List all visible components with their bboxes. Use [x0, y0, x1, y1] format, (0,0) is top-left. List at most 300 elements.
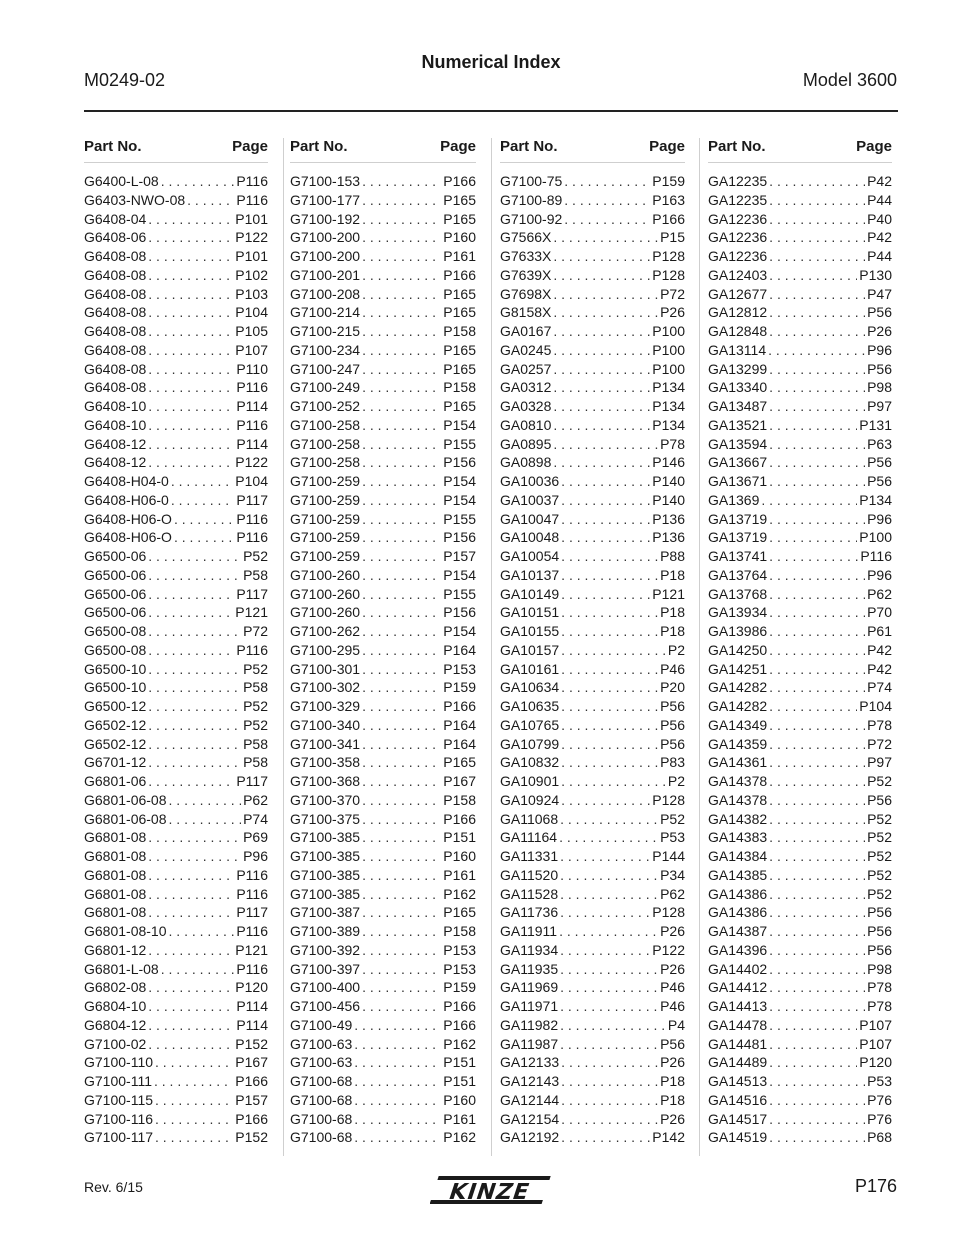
part-number: G7100-75 — [500, 173, 563, 189]
dot-leader — [362, 398, 441, 414]
dot-leader — [769, 379, 865, 395]
part-number: G6801-08 — [84, 848, 147, 864]
dot-leader — [561, 736, 658, 752]
page-reference: P165 — [443, 304, 476, 321]
index-entry — [290, 604, 476, 623]
dot-leader — [362, 829, 441, 845]
index-entry — [290, 229, 476, 248]
dot-leader — [362, 473, 441, 489]
dot-leader — [148, 248, 233, 264]
page-reference: P166 — [443, 1016, 476, 1033]
page-reference: P165 — [443, 904, 476, 921]
page-reference: P56 — [867, 454, 892, 471]
part-number: G6408-08 — [84, 379, 147, 396]
part-number: GA11911 — [500, 923, 558, 939]
index-entry — [500, 229, 685, 248]
dot-leader — [769, 229, 865, 245]
dot-leader — [564, 173, 650, 189]
part-number: GA10832 — [500, 754, 560, 771]
index-entry — [500, 211, 685, 230]
page-reference: P101 — [235, 210, 268, 227]
dot-leader — [769, 979, 865, 995]
dot-leader — [148, 661, 241, 677]
page-reference: P26 — [660, 923, 685, 939]
page-reference: P154 — [443, 416, 476, 433]
index-entry — [84, 998, 268, 1017]
page-reference: P167 — [443, 773, 476, 789]
part-number: GA13671 — [708, 473, 768, 489]
dot-leader — [148, 848, 241, 864]
page-reference: P153 — [443, 941, 476, 958]
part-number: G7100-259 — [290, 548, 361, 564]
index-entry — [708, 604, 892, 623]
part-number: G7100-385 — [290, 829, 361, 846]
page-reference: P98 — [867, 379, 892, 396]
index-entry — [290, 754, 476, 773]
index-entry — [500, 492, 685, 511]
page-reference: P52 — [243, 660, 268, 677]
part-number: G7100-252 — [290, 398, 361, 414]
dot-leader — [148, 267, 233, 283]
page-reference: P56 — [867, 923, 892, 939]
part-number: GA14387 — [708, 923, 768, 939]
part-number: GA0328 — [500, 398, 552, 414]
part-number: G6408-08 — [84, 360, 147, 377]
index-entry — [708, 923, 892, 942]
dot-leader — [553, 379, 650, 395]
part-number: G7100-259 — [290, 510, 361, 527]
index-entry — [500, 417, 685, 436]
dot-leader — [769, 1073, 865, 1089]
dot-leader — [769, 323, 865, 339]
dot-leader — [362, 586, 441, 602]
page-reference: P72 — [243, 623, 268, 639]
page-reference: P53 — [660, 829, 685, 846]
dot-leader — [769, 604, 865, 620]
column-divider — [699, 138, 700, 1156]
page-reference: P104 — [235, 304, 268, 321]
index-entry — [708, 379, 892, 398]
dot-leader — [161, 961, 235, 977]
part-number: G6500-08 — [84, 641, 147, 658]
part-number: G6408-08 — [84, 304, 147, 321]
model-label: Model 3600 — [802, 70, 897, 90]
part-number: G7100-389 — [290, 923, 361, 939]
page-reference: P56 — [660, 735, 685, 752]
index-entry — [708, 698, 892, 717]
part-number: GA13719 — [708, 510, 768, 527]
index-entry — [500, 454, 685, 473]
column-divider — [491, 138, 492, 1156]
dot-leader — [148, 642, 234, 658]
index-entry — [290, 1054, 476, 1073]
page-reference: P121 — [652, 585, 685, 602]
page-reference: P44 — [867, 248, 892, 264]
page-header: Page — [856, 138, 892, 155]
index-entry — [500, 829, 685, 848]
part-number: G7100-397 — [290, 960, 361, 977]
index-entry — [290, 961, 476, 980]
index-entry — [290, 1036, 476, 1055]
page-reference: P117 — [236, 773, 268, 789]
index-entry — [708, 904, 892, 923]
page-reference: P164 — [443, 735, 476, 752]
page-reference: P165 — [443, 210, 476, 227]
part-number: GA12236 — [708, 210, 768, 227]
dot-leader — [769, 1092, 865, 1108]
index-entry — [84, 1073, 268, 1092]
page-reference: P76 — [867, 1091, 892, 1108]
part-number: GA0312 — [500, 379, 552, 396]
dot-leader — [171, 492, 235, 508]
page-reference: P96 — [867, 566, 892, 583]
dot-leader — [561, 604, 658, 620]
dot-leader — [560, 848, 650, 864]
dot-leader — [354, 1054, 441, 1070]
index-entry — [708, 342, 892, 361]
dot-leader — [148, 942, 233, 958]
dot-leader — [155, 1092, 233, 1108]
dot-leader — [354, 1036, 441, 1052]
index-entry — [708, 717, 892, 736]
part-number: GA11934 — [500, 941, 559, 958]
index-entry — [84, 567, 268, 586]
index-entry — [500, 679, 685, 698]
dot-leader — [561, 773, 666, 789]
index-entry — [290, 736, 476, 755]
dot-leader — [561, 473, 650, 489]
dot-leader — [148, 342, 233, 358]
part-number: G6408-H06-O — [84, 510, 172, 527]
index-entry — [290, 679, 476, 698]
dot-leader — [187, 192, 234, 208]
part-number: GA10036 — [500, 473, 560, 489]
dot-leader — [561, 1092, 658, 1108]
index-entry — [708, 623, 892, 642]
page-reference: P140 — [652, 491, 685, 508]
dot-leader — [561, 679, 658, 695]
page-reference: P98 — [867, 960, 892, 977]
index-entry — [84, 811, 268, 830]
index-entry — [500, 886, 685, 905]
index-entry — [708, 548, 892, 567]
page-reference: P146 — [652, 454, 685, 471]
index-entry — [84, 323, 268, 342]
dot-leader — [362, 511, 441, 527]
page-reference: P116 — [860, 548, 892, 564]
dot-leader — [362, 267, 441, 283]
dot-leader — [769, 848, 865, 864]
part-number: GA13986 — [708, 623, 768, 639]
page-reference: P18 — [660, 566, 685, 583]
part-number: G7100-295 — [290, 641, 361, 658]
part-number: GA13340 — [708, 379, 768, 396]
page-reference: P52 — [867, 848, 892, 864]
page-reference: P104 — [235, 473, 268, 489]
page-reference: P40 — [867, 210, 892, 227]
part-number: GA14382 — [708, 810, 768, 827]
index-entry — [500, 1111, 685, 1130]
dot-leader — [561, 698, 658, 714]
page-reference: P116 — [236, 866, 268, 883]
index-entry — [84, 904, 268, 923]
index-entry — [84, 979, 268, 998]
part-number: G7100-214 — [290, 304, 361, 321]
index-entry — [500, 567, 685, 586]
page-reference: P20 — [660, 679, 685, 696]
dot-leader — [769, 361, 865, 377]
page-reference: P18 — [660, 604, 685, 621]
index-entry — [290, 248, 476, 267]
index-entry — [290, 304, 476, 323]
index-entry — [708, 492, 892, 511]
part-number: GA11528 — [500, 885, 559, 902]
part-number: G7100-302 — [290, 679, 361, 696]
index-entry — [290, 567, 476, 586]
index-column-1 — [84, 136, 268, 1148]
index-entry — [84, 173, 268, 192]
page-reference: P144 — [652, 848, 685, 864]
revision-label: Rev. 6/15 — [84, 1179, 143, 1195]
index-rows — [84, 173, 268, 1148]
page-reference: P26 — [660, 304, 685, 321]
part-number: GA14282 — [708, 679, 768, 696]
page-reference: P68 — [867, 1129, 892, 1146]
page-reference: P158 — [443, 379, 476, 396]
part-number: GA11969 — [500, 979, 559, 996]
part-number: GA13719 — [708, 529, 768, 546]
page-reference: P128 — [652, 248, 685, 264]
index-entry — [84, 548, 268, 567]
dot-leader — [148, 867, 234, 883]
dot-leader — [148, 698, 241, 714]
page-reference: P74 — [243, 810, 268, 827]
page-reference: P121 — [235, 941, 268, 958]
part-number: GA14282 — [708, 698, 768, 714]
index-entry — [290, 529, 476, 548]
page-reference: P52 — [243, 548, 268, 564]
dot-leader — [561, 511, 650, 527]
part-number: G6408-08 — [84, 266, 147, 283]
part-number: G6500-12 — [84, 698, 147, 714]
dot-leader — [174, 511, 234, 527]
dot-leader — [362, 717, 441, 733]
part-number: GA14396 — [708, 941, 768, 958]
page-reference: P58 — [243, 754, 268, 771]
dot-leader — [148, 548, 241, 564]
dot-leader — [561, 1054, 658, 1070]
page-reference: P56 — [867, 304, 892, 321]
index-entry — [84, 829, 268, 848]
index-entry — [500, 342, 685, 361]
dot-leader — [769, 567, 865, 583]
index-entry — [708, 642, 892, 661]
dot-leader — [171, 473, 233, 489]
part-number: GA14251 — [708, 660, 768, 677]
page-reference: P52 — [243, 698, 268, 714]
dot-leader — [362, 379, 441, 395]
page-reference: P46 — [660, 998, 685, 1014]
part-number: G7100-02 — [84, 1035, 147, 1052]
page-reference: P62 — [243, 791, 268, 808]
part-number: G7100-358 — [290, 754, 361, 771]
part-number: GA14385 — [708, 866, 768, 883]
dot-leader — [553, 304, 658, 320]
part-number: G7100-368 — [290, 773, 361, 789]
dot-leader — [769, 623, 865, 639]
dot-leader — [362, 736, 441, 752]
part-number: GA11164 — [500, 829, 558, 846]
column-header — [290, 136, 476, 163]
page-reference: P134 — [652, 398, 685, 414]
page-reference: P107 — [859, 1016, 892, 1033]
page-reference: P96 — [867, 510, 892, 527]
part-number: G7100-258 — [290, 435, 361, 452]
index-entry — [290, 1073, 476, 1092]
document-number: M0249-02 — [84, 70, 166, 90]
page-reference: P97 — [867, 754, 892, 771]
dot-leader — [769, 923, 865, 939]
page-reference: P114 — [236, 435, 268, 452]
dot-leader — [161, 173, 235, 189]
dot-leader — [148, 904, 234, 920]
page-reference: P155 — [443, 510, 476, 527]
part-number: G7100-301 — [290, 660, 361, 677]
page-reference: P166 — [652, 210, 685, 227]
dot-leader — [564, 192, 650, 208]
page-reference: P155 — [443, 585, 476, 602]
part-number: GA12677 — [708, 285, 768, 302]
part-number: GA11331 — [500, 848, 559, 864]
part-number: G6408-H04-0 — [84, 473, 169, 489]
dot-leader — [148, 286, 233, 302]
page-reference: P153 — [443, 960, 476, 977]
dot-leader — [553, 342, 650, 358]
column-header — [708, 136, 892, 163]
part-number: G7639X — [500, 266, 552, 283]
dot-leader — [769, 754, 865, 770]
part-number: GA14516 — [708, 1091, 768, 1108]
page-reference: P42 — [867, 173, 892, 189]
dot-leader — [148, 398, 234, 414]
part-number: GA11982 — [500, 1016, 559, 1033]
part-number: GA13521 — [708, 416, 768, 433]
index-entry — [500, 736, 685, 755]
page-reference: P100 — [652, 323, 685, 339]
index-entry — [708, 979, 892, 998]
index-entry — [500, 867, 685, 886]
page-reference: P116 — [236, 923, 268, 939]
part-no-header: Part No. — [290, 138, 348, 155]
part-number: GA12144 — [500, 1091, 560, 1108]
page-reference: P114 — [236, 998, 268, 1014]
index-entry — [500, 604, 685, 623]
part-number: GA14481 — [708, 1035, 768, 1052]
dot-leader — [362, 342, 441, 358]
index-entry — [708, 586, 892, 605]
index-entry — [708, 1092, 892, 1111]
index-entry — [290, 586, 476, 605]
part-number: G7100-262 — [290, 623, 361, 639]
dot-leader — [148, 229, 233, 245]
page-reference: P114 — [236, 1016, 268, 1033]
part-number: G7100-259 — [290, 491, 361, 508]
index-entry — [500, 1129, 685, 1148]
dot-leader — [362, 679, 441, 695]
index-entry — [500, 398, 685, 417]
index-entry — [500, 979, 685, 998]
index-entry — [708, 961, 892, 980]
dot-leader — [769, 998, 865, 1014]
index-entry — [708, 529, 892, 548]
dot-leader — [769, 511, 865, 527]
index-entry — [500, 942, 685, 961]
dot-leader — [769, 211, 865, 227]
page-reference: P142 — [652, 1129, 685, 1146]
dot-leader — [769, 717, 865, 733]
dot-leader — [148, 436, 234, 452]
page-reference: P117 — [236, 904, 268, 921]
index-entry — [84, 1129, 268, 1148]
dot-leader — [769, 436, 865, 452]
page-reference: P18 — [660, 623, 685, 639]
dot-leader — [560, 811, 658, 827]
index-entry — [500, 792, 685, 811]
part-number: G6804-12 — [84, 1016, 147, 1033]
index-entry — [84, 792, 268, 811]
column-divider — [283, 138, 284, 1156]
page-reference: P154 — [443, 623, 476, 639]
dot-leader — [560, 886, 658, 902]
part-number: G6500-06 — [84, 566, 147, 583]
page-reference: P4 — [667, 1016, 685, 1033]
dot-leader — [155, 1129, 233, 1145]
page-reference: P158 — [443, 791, 476, 808]
dot-leader — [769, 698, 857, 714]
index-entry — [290, 661, 476, 680]
index-entry — [84, 698, 268, 717]
part-number: GA1369 — [708, 491, 760, 508]
index-entry — [500, 1017, 685, 1036]
index-entry — [500, 661, 685, 680]
part-number: G7100-92 — [500, 210, 563, 227]
dot-leader — [553, 323, 650, 339]
part-number: GA12848 — [708, 323, 768, 339]
dot-leader — [560, 998, 658, 1014]
dot-leader — [362, 248, 441, 264]
index-entry — [708, 173, 892, 192]
page-header: Page — [232, 138, 268, 155]
dot-leader — [561, 661, 658, 677]
dot-leader — [362, 567, 441, 583]
dot-leader — [148, 211, 233, 227]
index-entry — [708, 886, 892, 905]
part-number: GA13934 — [708, 604, 768, 621]
dot-leader — [769, 529, 857, 545]
page-reference: P161 — [443, 866, 476, 883]
page-reference: P154 — [443, 566, 476, 583]
index-entry — [500, 904, 685, 923]
part-number: GA10151 — [500, 604, 560, 621]
index-entry — [500, 192, 685, 211]
dot-leader — [769, 1036, 857, 1052]
page-reference: P120 — [235, 979, 268, 996]
page-reference: P44 — [867, 191, 892, 208]
index-entry — [84, 1111, 268, 1130]
index-entry — [84, 473, 268, 492]
part-number: GA0245 — [500, 341, 552, 358]
index-entry — [500, 379, 685, 398]
